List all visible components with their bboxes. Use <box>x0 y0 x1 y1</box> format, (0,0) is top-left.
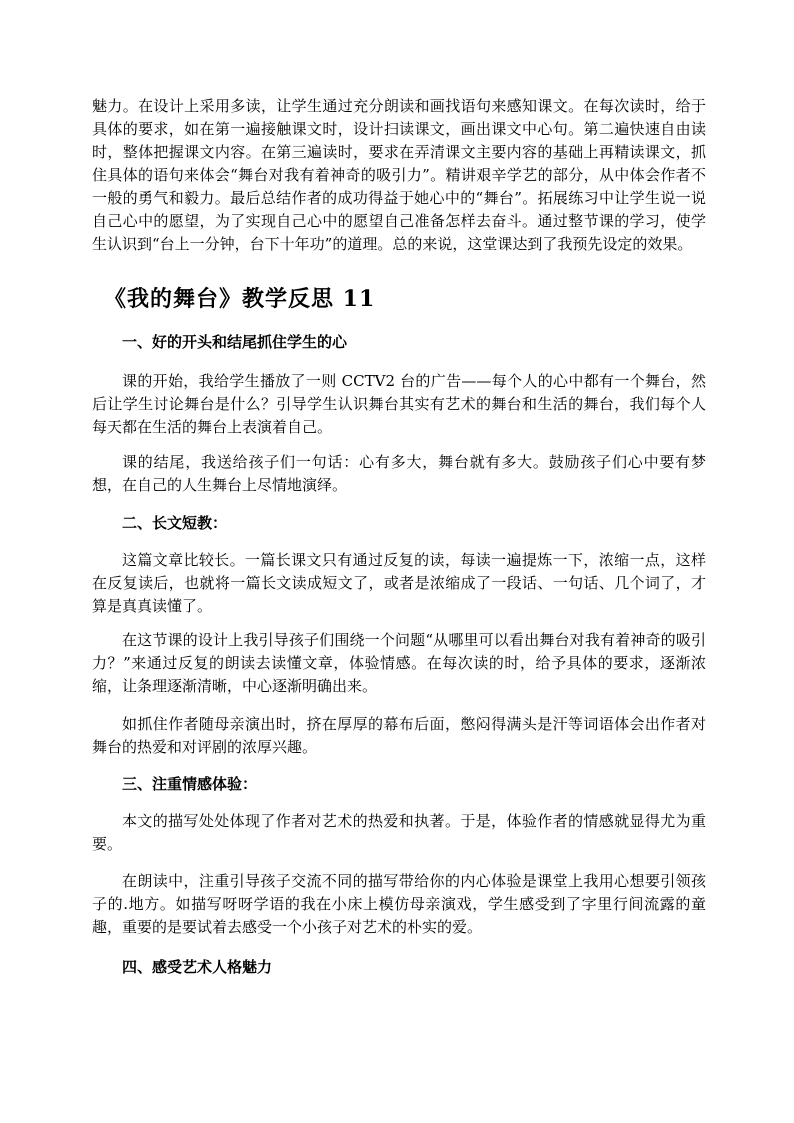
section-1-paragraph-1: 课的开始，我给学生播放了一则 CCTV2 台的广告——每个人的心中都有一个舞台，然后让学生讨论舞台是什么？引导学生认识舞台其实有艺术的舞台和生活的舞台，我们每个人每天都在生活的舞台上表演着自己。 <box>92 372 706 436</box>
section-heading-1: 一、好的开头和结尾抓住学生的心 <box>122 333 348 351</box>
section-heading-3: 三、注重情感体验： <box>122 775 258 793</box>
section-2-paragraph-3: 如抓住作者随母亲演出时，挤在厚厚的幕布后面，憋闷得满头是汗等词语体会出作者对舞台的热爱和对评剧的浓厚兴趣。 <box>92 715 706 756</box>
section-2-paragraph-1: 这篇文章比较长。一篇长课文只有通过反复的读，每读一遍提炼一下，浓缩一点，这样在反复读后，也就将一篇长文读成短文了，或者是浓缩成了一段话、一句话、几个词了，才算是真真读懂了。 <box>92 551 706 615</box>
section-3-paragraph-2: 在朗读中，注重引导孩子交流不同的描写带给你的内心体验是课堂上我用心想要引领孩子的.地方。如描写呀呀学语的我在小床上模仿母亲演戏，学生感受到了字里行间流露的童趣，重要的是要试着去感受一个小孩子对艺术的朴实的爱。 <box>92 872 706 936</box>
section-1-paragraph-2: 课的结尾，我送给孩子们一句话：心有多大，舞台就有多大。鼓励孩子们心中要有梦想，在自己的人生舞台上尽情地演绎。 <box>92 453 706 494</box>
section-heading-4: 四、感受艺术人格魅力 <box>122 958 273 976</box>
intro-paragraph: 魅力。在设计上采用多读，让学生通过充分朗读和画找语句来感知课文。在每次读时，给于具体的要求，如在第一遍接触课文时，设计扫读课文，画出课文中心句。第二遍快速自由读时，整体把握课文内容。在第三遍读时，要求在弄清课文主要内容的基础上再精读课文，抓住具体的语句来体会“舞台对我有着神奇的吸引力”。精讲艰辛学艺的部分，从中体会作者不一般的勇气和毅力。最后总结作者的成功得益于她心中的“舞台”。拓展练习中让学生说一说自己心中的愿望，为了实现自己心中的愿望自己准备怎样去奋斗。通过整节课的学习，使学生认识到“台上一分钟，台下十年功”的道理。总的来说，这堂课达到了我预先设定的效果。 <box>92 97 706 253</box>
section-heading-2: 二、长文短教： <box>122 514 228 532</box>
page-title: 《我的舞台》教学反思 11 <box>104 286 376 312</box>
section-2-paragraph-2: 在这节课的设计上我引导孩子们围绕一个问题“从哪里可以看出舞台对我有着神奇的吸引力？”来通过反复的朗读去读懂文章，体验情感。在每次读的时，给予具体的要求，逐渐浓缩，让条理逐渐清晰，中心逐渐明确出来。 <box>92 631 706 695</box>
section-3-paragraph-1: 本文的描写处处体现了作者对艺术的热爱和执著。于是，体验作者的情感就显得尤为重要。 <box>92 812 706 853</box>
